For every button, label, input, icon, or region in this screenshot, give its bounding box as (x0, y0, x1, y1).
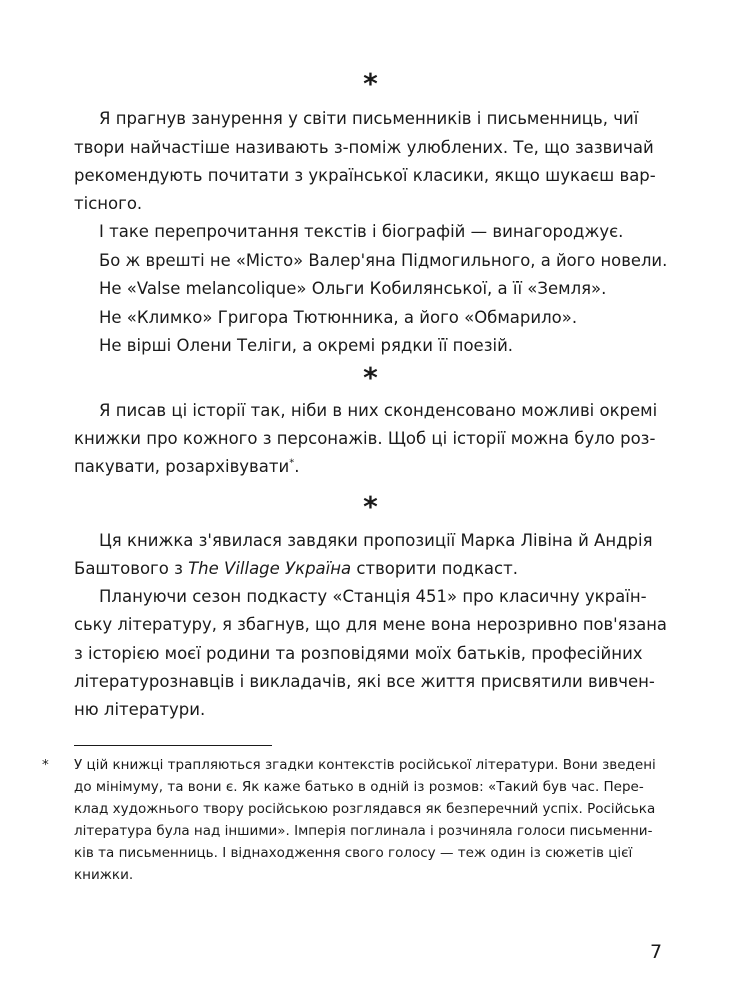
paragraph-text: . (294, 457, 300, 476)
paragraph-line: Я писав ці історії так, ніби в них сконденсовано можливі окремі (99, 401, 658, 420)
publication-name: The Village Україна (188, 559, 352, 578)
page-number: 7 (650, 941, 663, 963)
footnote-line: клад художнього твору російською розглядався як безперечний успіх. Російська (74, 801, 656, 817)
paragraph-line: Не «Valse melancolique» Ольги Кобилянської, а її «Земля». (99, 279, 607, 298)
paragraph-line (74, 455, 299, 479)
paragraph-text: Баштового з (74, 559, 189, 578)
paragraph-line (74, 557, 518, 581)
paragraph-line: Ця книжка з'явилася завдяки пропозиції Марка Лівіна й Андрія (99, 531, 653, 550)
section-separator: * (363, 490, 378, 523)
paragraph-text: створити подкаст. (351, 559, 518, 578)
footnote-line: до мінімуму, та вони є. Як каже батько в одній із розмов: «Такий був час. Пере- (74, 779, 644, 795)
paragraph-line: ню літератури. (74, 700, 206, 719)
paragraph-line: Не вірші Олени Теліги, а окремі рядки її поезій. (99, 336, 514, 355)
paragraph-line: з історією моєї родини та розповідями моїх батьків, професійних (74, 644, 643, 663)
paragraph-line: тісного. (74, 194, 143, 213)
footnote-divider (74, 745, 272, 746)
paragraph-line: Бо ж врешті не «Місто» Валер'яна Підмогильного, а його новели. (99, 251, 668, 270)
footnote-line: книжки. (74, 867, 134, 883)
paragraph-line: книжки про кожного з персонажів. Щоб ці історії можна було роз- (74, 429, 656, 448)
paragraph-line: рекомендують почитати з української класики, якщо шукаєш вар- (74, 166, 656, 185)
paragraph-line: Я прагнув занурення у світи письменників і письменниць, чиї (99, 109, 639, 128)
footnote-marker: * (42, 757, 49, 773)
paragraph-line: ську літературу, я збагнув, що для мене вона нерозривно пов'язана (74, 615, 667, 634)
footnote-line: У цій книжці трапляються згадки контекстів російської літератури. Вони зведені (74, 757, 656, 773)
section-separator: * (363, 361, 378, 394)
section-separator: * (363, 67, 378, 100)
paragraph-text: пакувати, розархівувати (74, 457, 290, 476)
footnote-reference[interactable]: * (289, 457, 295, 469)
paragraph-line: Плануючи сезон подкасту «Станція 451» про класичну україн- (99, 587, 647, 606)
footnote-line: ків та письменниць. І віднаходження свого голосу — теж один із сюжетів цієї (74, 845, 633, 861)
paragraph-line: І таке перепрочитання текстів і біографій — винагороджує. (99, 222, 624, 241)
paragraph-line: Не «Климко» Григора Тютюнника, а його «Обмарило». (99, 308, 578, 327)
paragraph-line: твори найчастіше називають з-поміж улюблених. Те, що зазвичай (74, 138, 654, 157)
paragraph-line: літературознавців і викладачів, які все життя присвятили вивчен- (74, 672, 655, 691)
footnote-line: література була над іншими». Імперія поглинала і розчиняла голоси письменни- (74, 823, 653, 839)
